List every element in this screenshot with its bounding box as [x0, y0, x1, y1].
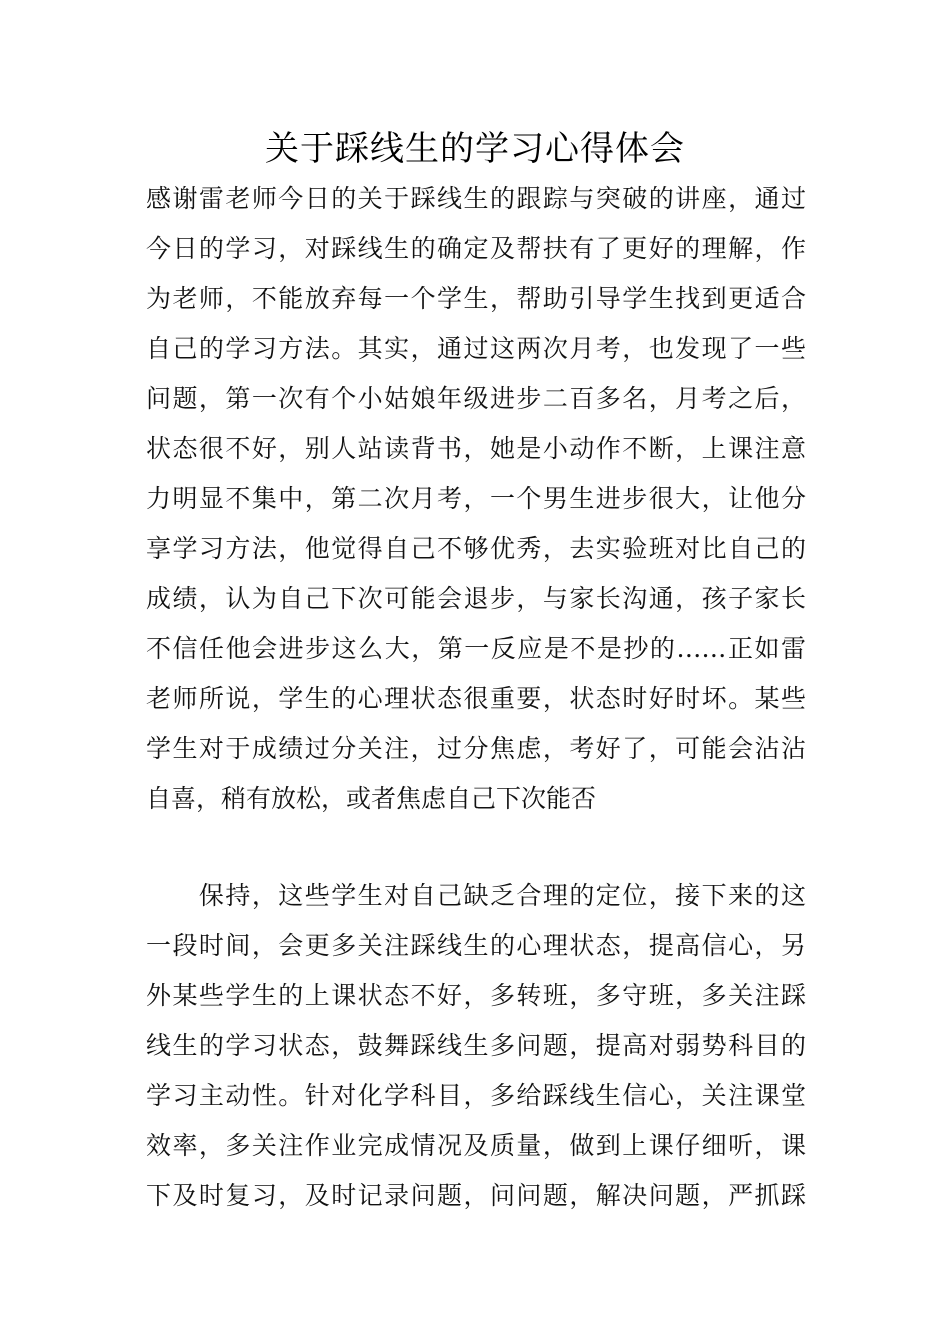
text-line: 自喜，稍有放松，或者焦虑自己下次能否	[146, 784, 597, 813]
text-line: 为老师，不能放弃每一个学生，帮助引导学生找到更适合	[146, 284, 806, 313]
text-line: 享学习方法，他觉得自己不够优秀，去实验班对比自己的	[146, 534, 806, 563]
text-line: 问题，第一次有个小姑娘年级进步二百多名，月考之后，	[146, 384, 806, 413]
text-line: 成绩，认为自己下次可能会退步，与家长沟通，孩子家长	[146, 584, 806, 613]
text-line: 效率，多关注作业完成情况及质量，做到上课仔细听，课	[146, 1131, 806, 1160]
text-line: 老师所说，学生的心理状态很重要，状态时好时坏。某些	[146, 684, 806, 713]
text-line: 学习主动性。针对化学科目，多给踩线生信心，关注课堂	[146, 1081, 806, 1110]
document-title: 关于踩线生的学习心得体会	[265, 129, 685, 169]
text-line: 自己的学习方法。其实，通过这两次月考，也发现了一些	[146, 334, 806, 363]
text-line: 感谢雷老师今日的关于踩线生的跟踪与突破的讲座，通过	[146, 184, 806, 213]
text-line: 一段时间，会更多关注踩线生的心理状态，提高信心，另	[146, 931, 806, 960]
text-line: 外某些学生的上课状态不好，多转班，多守班，多关注踩	[146, 981, 806, 1010]
text-line: 今日的学习，对踩线生的确定及帮扶有了更好的理解，作	[146, 234, 806, 263]
text-line: 力明显不集中，第二次月考，一个男生进步很大，让他分	[146, 484, 806, 513]
text-line: 线生的学习状态，鼓舞踩线生多问题，提高对弱势科目的	[146, 1031, 806, 1060]
text-line: 下及时复习，及时记录问题，问问题，解决问题，严抓踩	[146, 1181, 806, 1210]
text-line: 状态很不好，别人站读背书，她是小动作不断，上课注意	[146, 434, 806, 463]
text-line: 保持，这些学生对自己缺乏合理的定位，接下来的这	[146, 881, 806, 910]
text-line: 学生对于成绩过分关注，过分焦虑，考好了，可能会沾沾	[146, 734, 806, 763]
text-line: 不信任他会进步这么大，第一反应是不是抄的……正如雷	[146, 634, 806, 663]
